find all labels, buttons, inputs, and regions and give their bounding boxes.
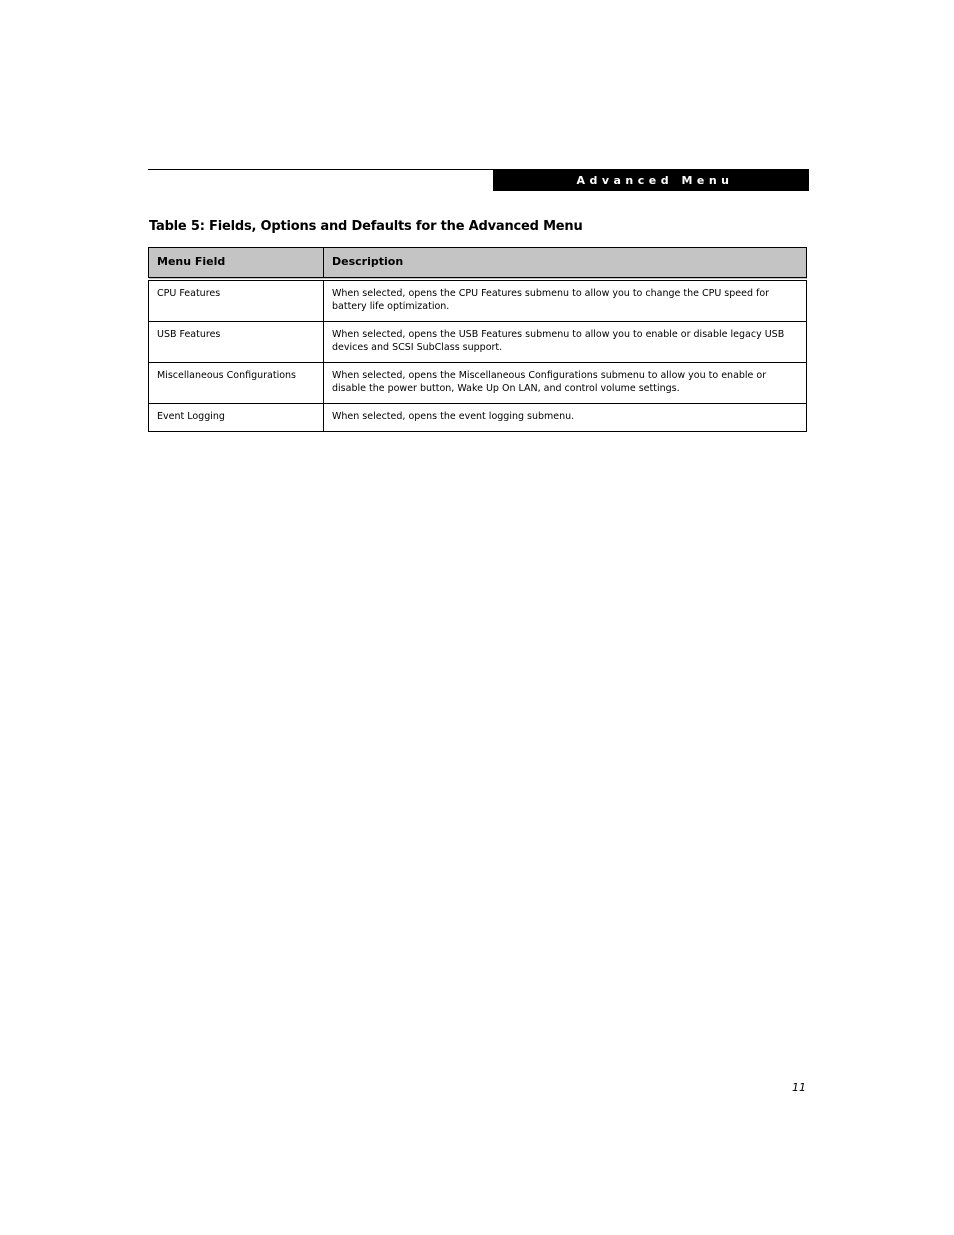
header-rule [148,169,493,170]
column-header-menu-field: Menu Field [149,248,324,280]
table-row [149,279,807,322]
table-row [149,404,807,432]
page-number: 11 [792,1081,806,1094]
menu-field-cell: Event Logging [149,404,324,432]
menu-field-cell: CPU Features [149,279,324,322]
advanced-menu-table [148,247,807,432]
table-row [149,363,807,404]
menu-field-cell: Miscellaneous Configurations [149,363,324,404]
description-cell: When selected, opens the USB Features submenu to allow you to enable or disable legacy USB devices and SCSI SubClass support. [324,322,807,363]
section-header-bar [493,169,809,191]
table-row [149,322,807,363]
table-header-row [149,248,807,280]
description-cell: When selected, opens the event logging submenu. [324,404,807,432]
table-title: Table 5: Fields, Options and Defaults for the Advanced Menu [149,219,583,234]
section-header-label: Advanced Menu [576,173,734,187]
description-cell: When selected, opens the Miscellaneous Configurations submenu to allow you to enable or disable the power button, Wake Up On LAN, and control volume settings. [324,363,807,404]
column-header-description: Description [324,248,807,280]
description-cell: When selected, opens the CPU Features submenu to allow you to change the CPU speed for battery life optimization. [324,279,807,322]
menu-field-cell: USB Features [149,322,324,363]
